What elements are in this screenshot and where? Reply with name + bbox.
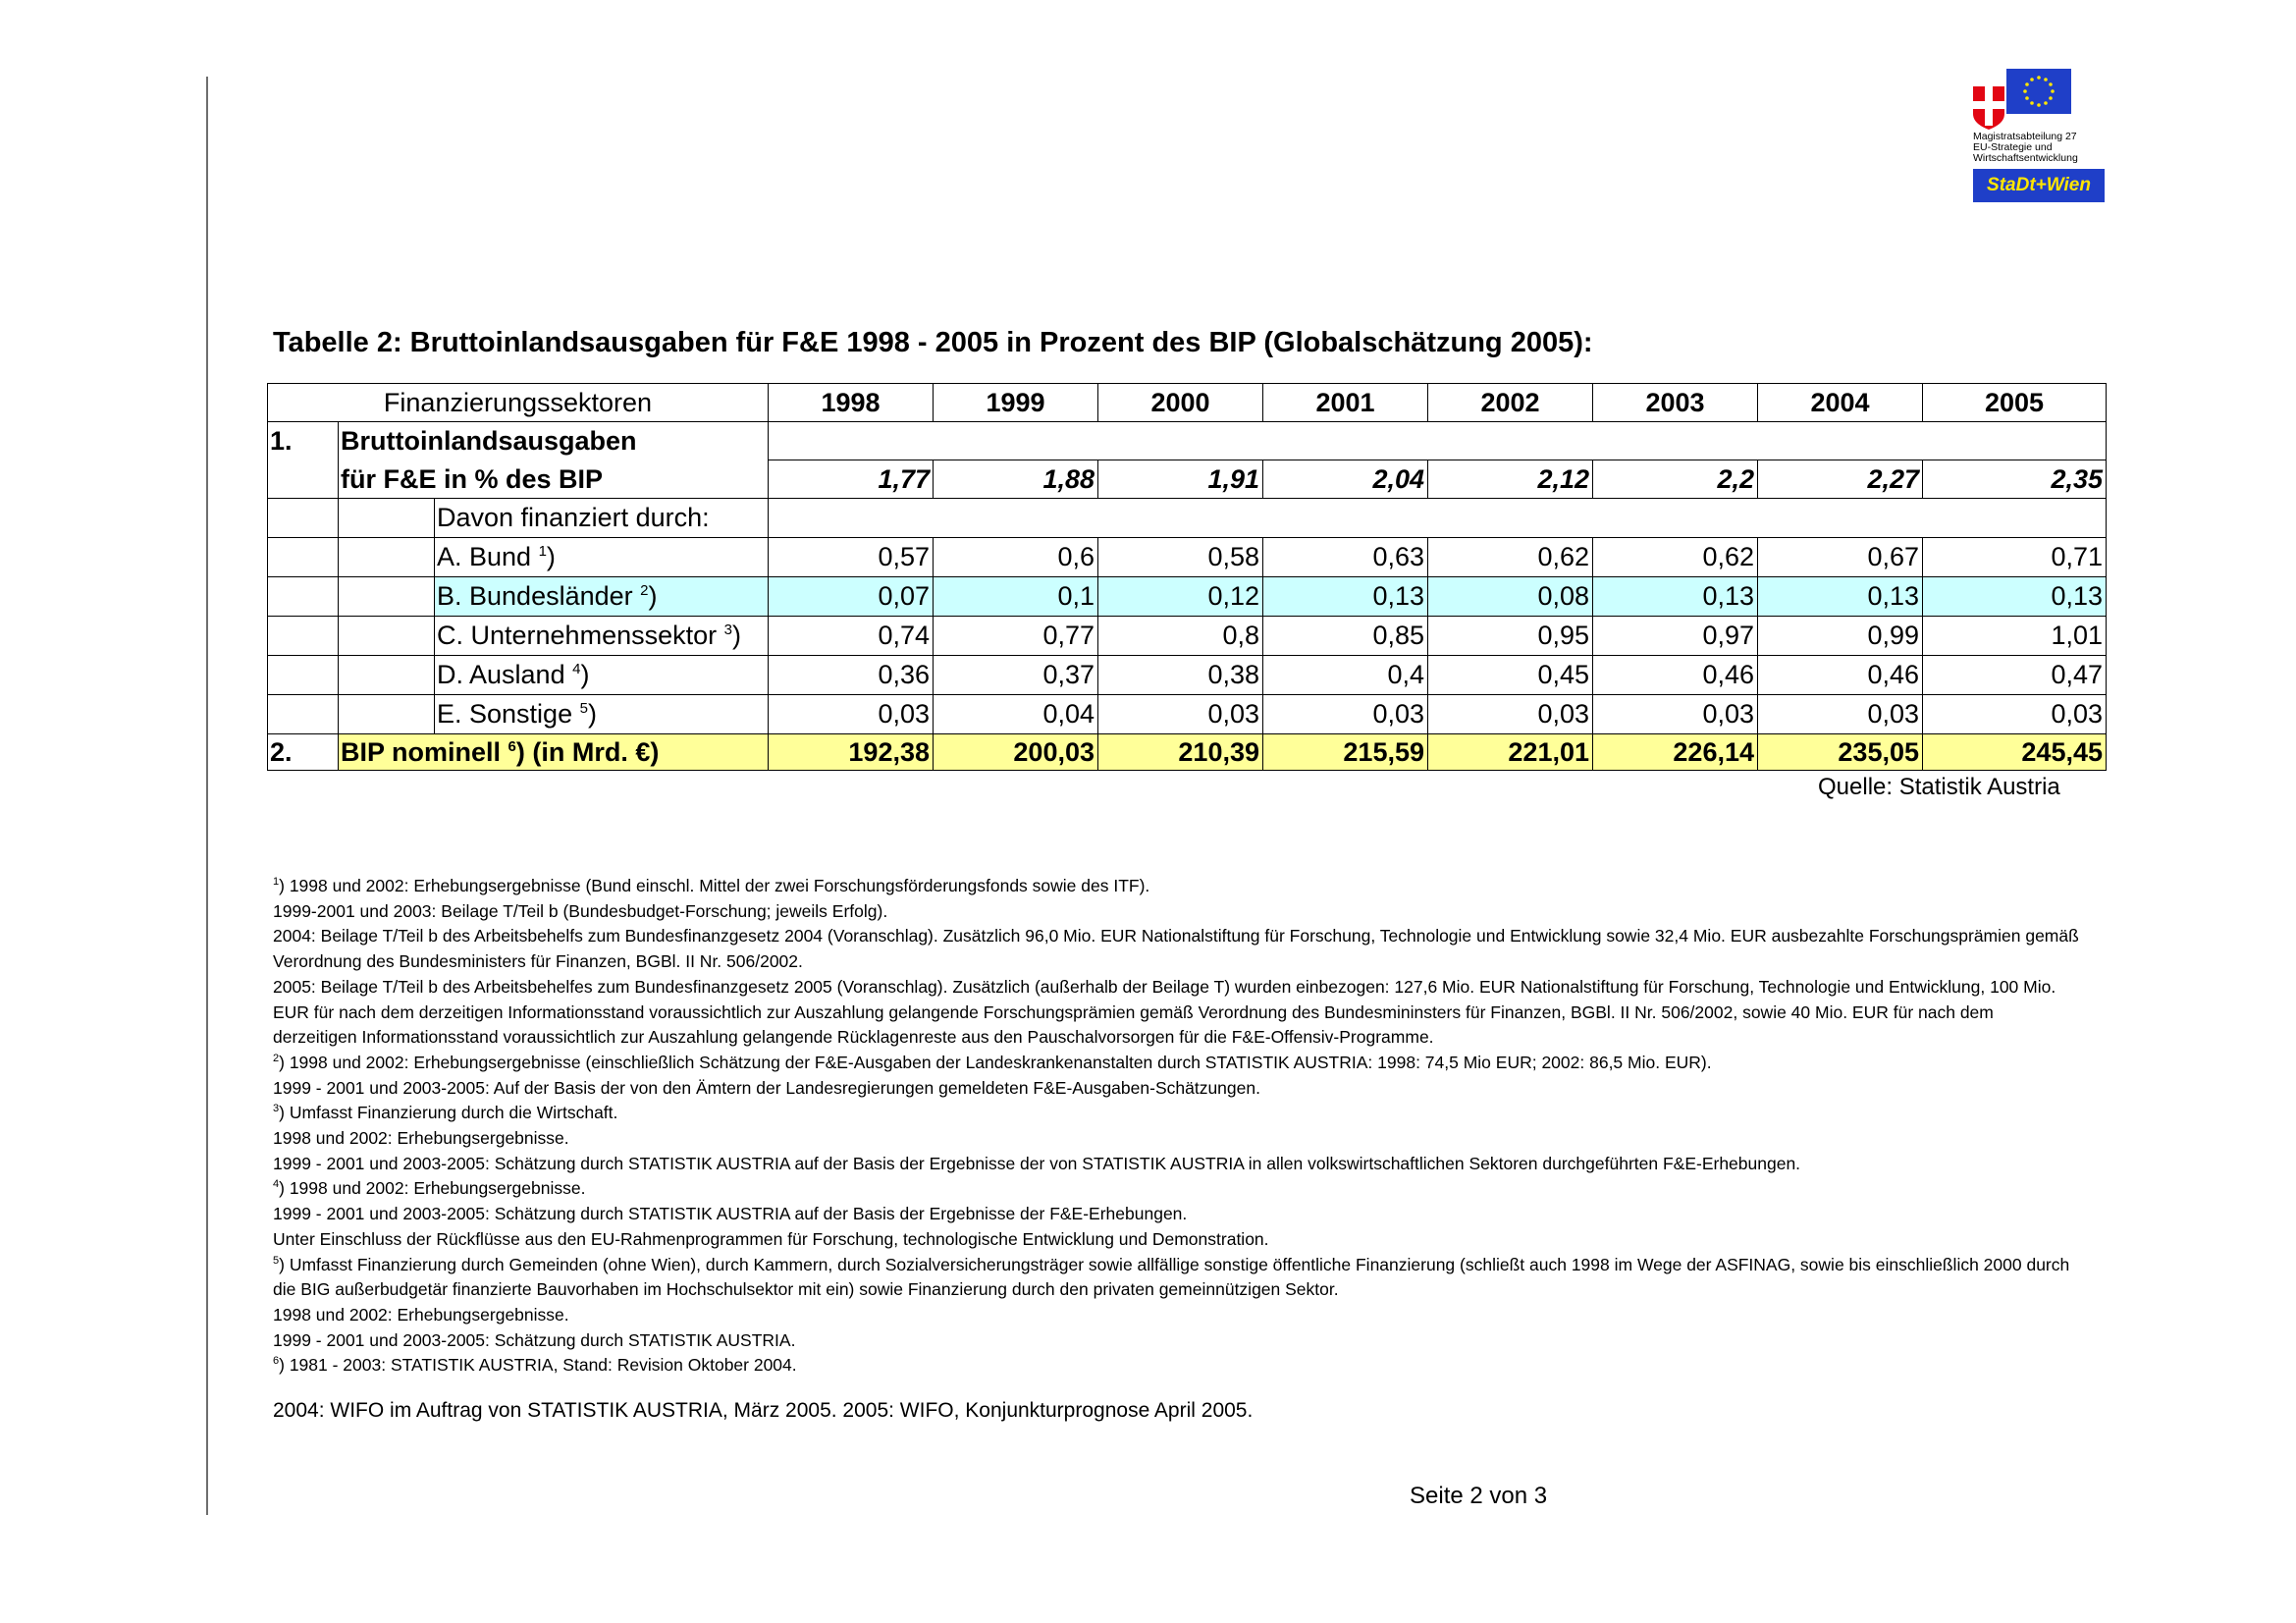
footnote-line: $^1$) 1998 und 2002: Erhebungsergebnisse (Bund einschl. Mittel der zwei Forschungsförderungsfonds sowie des ITF). <box>273 876 1150 895</box>
row-label: Bruttoinlandsausgaben <box>339 422 769 460</box>
vienna-logo <box>1973 67 2110 209</box>
year-header: 1998 <box>769 384 934 422</box>
value-cell: 2,27 <box>1758 460 1923 499</box>
empty-cell <box>268 577 339 617</box>
source-footnote: 2004: WIFO im Auftrag von STATISTIK AUSTRIA, März 2005. 2005: WIFO, Konjunkturprognose April 2005. <box>273 1399 1254 1422</box>
value-cell: 200,03 <box>934 734 1098 771</box>
value-cell: 2,12 <box>1428 460 1593 499</box>
value-cell: 0,13 <box>1593 577 1758 617</box>
value-cell: 0,6 <box>934 538 1098 577</box>
row-label: E. Sonstige $^5$) <box>435 695 769 734</box>
value-cell: 0,37 <box>934 656 1098 695</box>
value-cell: 0,07 <box>769 577 934 617</box>
row-label: BIP nominell $^6$) (in Mrd. €) <box>339 734 769 771</box>
row-bund <box>268 538 2107 577</box>
footnote-line: $^2$) 1998 und 2002: Erhebungsergebnisse (einschließlich Schätzung der F&E-Ausgaben der Landeskrankenanstalten durch STATISTIK AUSTRIA: 1998: 74,5 Mio EUR; 2002: 86,5 Mio. EUR). <box>273 1052 1712 1072</box>
logo-line-1: Magistratsabteilung 27 <box>1973 131 2077 142</box>
value-cell: 0,03 <box>1593 695 1758 734</box>
value-cell: 0,85 <box>1263 617 1428 656</box>
row-bip-nominell <box>268 734 2107 771</box>
value-cell: 0,74 <box>769 617 934 656</box>
value-cell: 0,03 <box>1758 695 1923 734</box>
value-cell: 0,67 <box>1758 538 1923 577</box>
year-header: 2004 <box>1758 384 1923 422</box>
value-cell: 0,46 <box>1758 656 1923 695</box>
empty-cell <box>339 695 435 734</box>
row-1b <box>268 460 2107 499</box>
footnote-line: 2005: Beilage T/Teil b des Arbeitsbehelfes zum Bundesfinanzgesetz 2005 (Voranschlag). Zusätzlich (außerhalb der Beilage T) wurden einbezogen: 127,6 Mio. EUR Nationalstiftung für Forschung, Technologie und Entwicklung, 100 Mio. EUR für nach dem derzeitigen Informationsstand voraussichtlich zur Auszahlung gelangende Forschungsprämien gemäß Verordnung des Bundesmininsters für Finanzen, BGBl. II Nr. 506/2002, sowie 40 Mio. EUR für nach dem derzeitigen Informationsstand voraussichtlich zur Auszahlung gelangende Rücklagenreste aus den Pauschalvorsorgen für die F&E-Offensiv-Programme. <box>273 976 2056 1048</box>
value-cell: 0,03 <box>1263 695 1428 734</box>
value-cell: 0,99 <box>1758 617 1923 656</box>
value-cell: 0,77 <box>934 617 1098 656</box>
value-cell: 0,1 <box>934 577 1098 617</box>
footnote-line: 1999 - 2001 und 2003-2005: Schätzung durch STATISTIK AUSTRIA. <box>273 1329 796 1350</box>
value-cell: 226,14 <box>1593 734 1758 771</box>
row-sonstige <box>268 695 2107 734</box>
empty-cell <box>769 499 2107 538</box>
value-cell: 1,01 <box>1923 617 2107 656</box>
row-davon <box>268 499 2107 538</box>
footnote-line: 2004: Beilage T/Teil b des Arbeitsbehelfs zum Bundesfinanzgesetz 2004 (Voranschlag). Zusätzlich 96,0 Mio. EUR Nationalstiftung für Forschung, Technologie und Entwicklung sowie 32,4 Mio. EUR ausbezahlte Forschungsprämien gemäß Verordnung des Bundesministers für Finanzen, BGBl. II Nr. 506/2002. <box>273 926 2079 972</box>
footnotes <box>273 874 2079 1379</box>
year-header: 2002 <box>1428 384 1593 422</box>
footnote-line: 1999 - 2001 und 2003-2005: Schätzung durch STATISTIK AUSTRIA auf der Basis der Ergebnisse der von STATISTIK AUSTRIA in allen volkswirtschaftlichen Sektoren durchgeführten F&E-Erhebungen. <box>273 1153 1801 1173</box>
value-cell: 0,03 <box>1428 695 1593 734</box>
year-header: 1999 <box>934 384 1098 422</box>
table-title: Tabelle 2: Bruttoinlandsausgaben für F&E 1998 - 2005 in Prozent des BIP (Globalschätzung 2005): <box>273 327 1593 358</box>
header-row <box>268 384 2107 422</box>
empty-cell <box>339 538 435 577</box>
value-cell: 0,97 <box>1593 617 1758 656</box>
value-cell: 0,08 <box>1428 577 1593 617</box>
empty-cell <box>268 617 339 656</box>
value-cell: 0,62 <box>1428 538 1593 577</box>
row-label: Davon finanziert durch: <box>435 499 769 538</box>
footnote-line: $^6$) 1981 - 2003: STATISTIK AUSTRIA, Stand: Revision Oktober 2004. <box>273 1355 797 1376</box>
value-cell: 0,4 <box>1263 656 1428 695</box>
row-number: 1. <box>268 422 339 460</box>
value-cell: 0,03 <box>769 695 934 734</box>
value-cell: 0,13 <box>1263 577 1428 617</box>
row-unternehmenssektor <box>268 617 2107 656</box>
value-cell: 0,03 <box>1923 695 2107 734</box>
value-cell: 0,45 <box>1428 656 1593 695</box>
empty-cell <box>339 499 435 538</box>
value-cell: 1,88 <box>934 460 1098 499</box>
empty-cell <box>268 460 339 499</box>
empty-cell <box>339 577 435 617</box>
footnote-line: 1998 und 2002: Erhebungsergebnisse. <box>273 1128 569 1149</box>
footnote-line: $^4$) 1998 und 2002: Erhebungsergebnisse. <box>273 1178 586 1199</box>
value-cell: 0,46 <box>1593 656 1758 695</box>
value-cell: 1,91 <box>1098 460 1263 499</box>
year-header: 2005 <box>1923 384 2107 422</box>
value-cell: 0,71 <box>1923 538 2107 577</box>
empty-cell <box>268 538 339 577</box>
value-cell: 0,58 <box>1098 538 1263 577</box>
source-note: Quelle: Statistik Austria <box>1818 774 2060 800</box>
value-cell: 0,04 <box>934 695 1098 734</box>
value-cell: 245,45 <box>1923 734 2107 771</box>
value-cell: 0,47 <box>1923 656 2107 695</box>
row-label: A. Bund $^1$) <box>435 538 769 577</box>
value-cell: 0,63 <box>1263 538 1428 577</box>
value-cell: 2,2 <box>1593 460 1758 499</box>
value-cell: 0,57 <box>769 538 934 577</box>
logo-line-3: Wirtschaftsentwicklung <box>1973 152 2078 164</box>
year-header: 2001 <box>1263 384 1428 422</box>
footnote-line: $^3$) Umfasst Finanzierung durch die Wirtschaft. <box>273 1103 618 1123</box>
value-cell: 210,39 <box>1098 734 1263 771</box>
value-cell: 235,05 <box>1758 734 1923 771</box>
row-bundeslaender <box>268 577 2107 617</box>
footnote-line: $^5$) Umfasst Finanzierung durch Gemeinden (ohne Wien), durch Kammern, durch Sozialversicherungsträger sowie allfällige sonstige öffentliche Finanzierung (schließt auch 1998 im Wege der ASFINAG, sowie bis einschließlich 2000 durch die BIG außerbudgetär finanzierte Bauvorhaben im Hochschulsektor mit ein) sowie Finanzierung durch den privaten gemeinnützigen Sektor. <box>273 1254 2070 1300</box>
logo-line-2: EU-Strategie und <box>1973 141 2053 153</box>
value-cell: 0,8 <box>1098 617 1263 656</box>
value-cell: 221,01 <box>1428 734 1593 771</box>
empty-cell <box>339 617 435 656</box>
value-cell: 0,95 <box>1428 617 1593 656</box>
row-1a <box>268 422 2107 460</box>
empty-cell <box>268 695 339 734</box>
row-label: C. Unternehmenssektor $^3$) <box>435 617 769 656</box>
footnote-line: Unter Einschluss der Rückflüsse aus den EU-Rahmenprogrammen für Forschung, technologische Entwicklung und Demonstration. <box>273 1228 1269 1249</box>
row-number: 2. <box>268 734 339 771</box>
row-label: D. Ausland $^4$) <box>435 656 769 695</box>
row-ausland <box>268 656 2107 695</box>
eu-flag-icon <box>2006 69 2071 114</box>
footnote-line: 1998 und 2002: Erhebungsergebnisse. <box>273 1304 569 1325</box>
empty-cell <box>339 656 435 695</box>
vienna-shield-icon <box>1973 86 2004 130</box>
footnote-line: 1999 - 2001 und 2003-2005: Auf der Basis der von den Ämtern der Landesregierungen gemeldeten F&E-Ausgaben-Schätzungen. <box>273 1077 1260 1098</box>
empty-cell <box>268 499 339 538</box>
value-cell: 215,59 <box>1263 734 1428 771</box>
value-cell: 1,77 <box>769 460 934 499</box>
value-cell: 0,12 <box>1098 577 1263 617</box>
data-table <box>267 383 2107 771</box>
empty-cell <box>268 656 339 695</box>
footnote-line: 1999 - 2001 und 2003-2005: Schätzung durch STATISTIK AUSTRIA auf der Basis der Ergebnisse der F&E-Erhebungen. <box>273 1204 1188 1224</box>
page-number: Seite 2 von 3 <box>1410 1483 1548 1509</box>
value-cell: 192,38 <box>769 734 934 771</box>
year-header: 2000 <box>1098 384 1263 422</box>
value-cell: 0,38 <box>1098 656 1263 695</box>
footnote-line: 1999-2001 und 2003: Beilage T/Teil b (Bundesbudget-Forschung; jeweils Erfolg). <box>273 900 888 921</box>
row-label: B. Bundesländer $^2$) <box>435 577 769 617</box>
value-cell: 0,36 <box>769 656 934 695</box>
header-label: Finanzierungssektoren <box>268 384 769 422</box>
year-header: 2003 <box>1593 384 1758 422</box>
stadt-wien-badge: StaDt+Wien <box>1973 169 2105 202</box>
row-label: für F&E in % des BIP <box>339 460 769 499</box>
value-cell: 2,35 <box>1923 460 2107 499</box>
value-cell: 0,03 <box>1098 695 1263 734</box>
value-cell: 0,13 <box>1758 577 1923 617</box>
value-cell: 0,62 <box>1593 538 1758 577</box>
margin-line <box>206 77 208 1515</box>
empty-cell <box>769 422 2107 460</box>
value-cell: 2,04 <box>1263 460 1428 499</box>
value-cell: 0,13 <box>1923 577 2107 617</box>
